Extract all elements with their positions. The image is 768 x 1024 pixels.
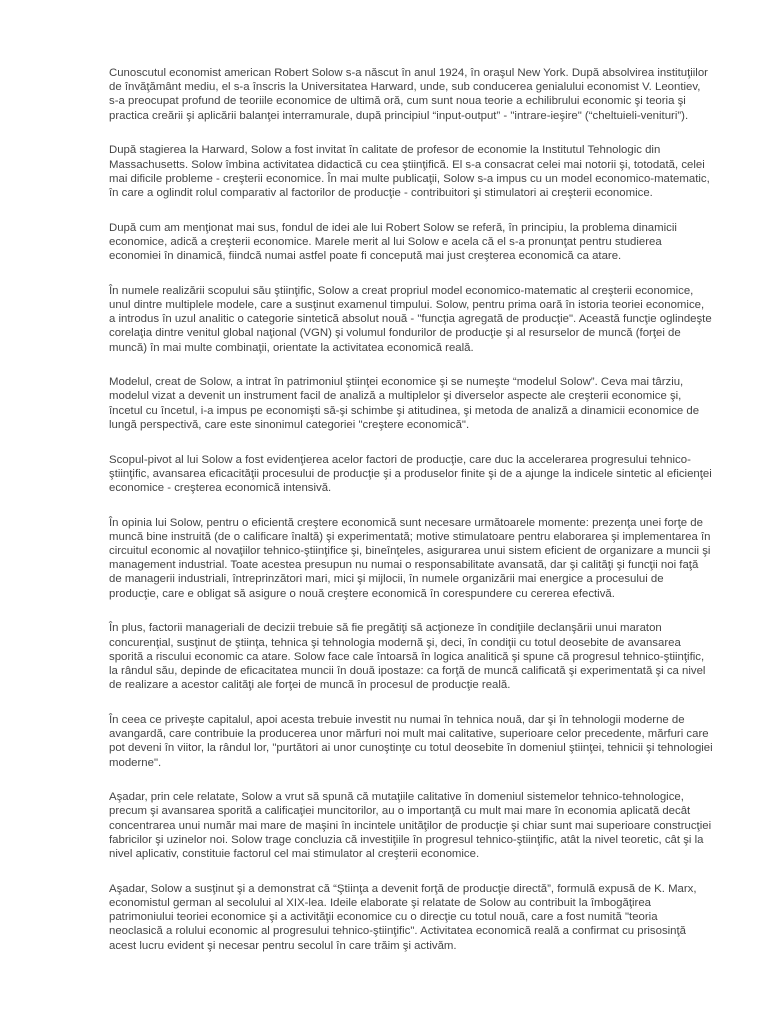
paragraph-1: Cunoscutul economist american Robert Solow s-a născut în anul 1924, în oraşul New York. După absolvirea instituţiilor de învăţământ mediu, el s-a înscris la Universitatea Harward, unde, sub conducerea genialului economist V. Leontiev, s-a preocupat profund de teoriile economice de ultimă oră, cum sunt noua teorie a echilibrului economic şi teoria şi practica creării şi aplicării balanţei interramurale, după principiul “input-output” - "intrare-ieşire" (“cheltuieli-venituri”).: [109, 67, 708, 122]
paragraph-3: După cum am menţionat mai sus, fondul de idei ale lui Robert Solow se referă, în principiu, la problema dinamicii economice, adică a creşterii economice. Marele merit al lui Solow e acela că el s-a pronunţat pentru studierea economiei în dinamică, fiindcă numai astfel poate fi concepută mai just creşterea economică ca atare.: [109, 221, 677, 263]
paragraph-11: Aşadar, Solow a susţinut şi a demonstrat că “Ştiinţa a devenit forţă de producţie directă”, formulă expusă de K. Marx, economistul german al secolului al XIX-lea. Ideile elaborate şi relatate de Solow au contribuit la îmbogăţirea patrimoniului teoriei economice şi a activităţii economice cu o direcţie cu totul nouă, care a fost numită "teoria neoclasică a rolului economic al progresului tehnico-ştiinţific". Activitatea economică reală a confirmat cu prisosinţă acest lucru evident şi necesar pentru secolul în care trăim şi activăm.: [109, 882, 697, 952]
paragraph-5: Modelul, creat de Solow, a intrat în patrimoniul ştiinţei economice şi se numeşte “modelul Solow”. Ceva mai târziu, modelul vizat a devenit un instrument facil de analiză a multiplelor şi diverselor aspecte ale creşterii economice şi, încetul cu încetul, i-a impus pe economişti să-şi schimbe şi atitudinea, şi metoda de analiză a dinamicii economice de lungă perspectivă, care este sinonimul categoriei "creştere economică".: [109, 376, 700, 431]
paragraph-6: Scopul-pivot al lui Solow a fost evidenţierea acelor factori de producţie, care duc la accelerarea progresului tehnico-ştiinţific, avansarea eficacităţii procesului de producţie şi a produselor finite şi de a ajunge la indicele sintetic al eficienţei economice - creşterea economică intensivă.: [109, 453, 712, 494]
paragraph-10: Aşadar, prin cele relatate, Solow a vrut să spună că mutaţiile calitative în domeniul sistemelor tehnico-tehnologice, precum şi avansarea sporită a calificaţiei muncitorilor, au o importanţă cu mult mai mare în economia aplicată decât concentrarea unui număr mai mare de maşini în incintele unităţilor de producţie şi chiar sunt mai superioare construcţiei fabricilor şi uzinelor noi. Solow trage concluzia că investiţiile în progresul tehnico-ştiinţific, atât la nivel teoretic, cât şi la nivel aplicativ, constituie factorul cel mai stimulator al creşterii economice.: [109, 791, 712, 861]
paragraph-2: După stagierea la Harward, Solow a fost invitat în calitate de profesor de economie la Institutul Tehnologic din Massachusetts. Solow îmbina activitatea didactică cu cea ştiinţifică. El s-a consacrat celei mai notorii şi, totodată, celei mai dificile probleme - creşterii economice. În mai multe publicaţii, Solow s-a impus cu un model economico-matematic, în care a oglindit rolul comparativ al factorilor de producţie - contribuitori şi stimulatori ai creşterii economice.: [109, 144, 710, 199]
paragraph-8: În plus, factorii manageriali de decizii trebuie să fie pregătiţi să acţioneze în condiţiile declanşării unui maraton concurenţial, susţinut de ştiinţa, tehnica şi tehnologia modernă şi, deci, în condiţii cu totul deosebite de avansarea sporită a riscului economic ca atare. Solow face cale întoarsă în logica analitică şi spune că progresul tehnico-ştiinţific, la rândul său, depinde de eficacitatea muncii în două ipostaze: ca forţă de muncă calificată şi experimentată şi ca nivel de realizare a acestor calităţi ale forţei de muncă în procesul de producţie reală.: [109, 622, 706, 692]
paragraph-9: În ceea ce priveşte capitalul, apoi acesta trebuie investit nu numai în tehnica nouă, dar şi în tehnologii moderne de avangardă, care contribuie la producerea unor mărfuri noi mult mai calitative, superioare celor precedente, mărfuri care pot deveni în viitor, la rândul lor, "purtători ai unor cunoştinţe cu totul deosebite în domeniul ştiinţei, tehnicii şi tehnologiei moderne".: [109, 713, 713, 769]
paragraph-7: În opinia lui Solow, pentru o eficientă creştere economică sunt necesare următoarele momente: prezenţa unei forţe de muncă bine instruită (de o calificare înaltă) şi experimentată; motive stimulatoare pentru elaborarea şi implementarea în circuitul economic al novaţiilor tehnico-ştiinţifice şi, bineînţeles, asigurarea unui sistem eficient de organizare a muncii şi management industrial. Toate acestea presupun nu numai o responsabilitate avansată, dar şi calităţi şi funcţii noi faţă de managerii industriali, întreprinzători mari, mici şi mijlocii, în numele organizării mai energice a procesului de producţie, care e obligat să asigure o nouă creştere economică în corespundere cu cererea efectivă.: [109, 516, 711, 600]
document-body: [109, 66, 713, 973]
paragraph-4: În numele realizării scopului său ştiinţific, Solow a creat propriul model economico-matematic al creşterii economice, unul dintre multiplele modele, care a susţinut examenul timpului. Solow, pentru prima oară în istoria teoriei economice, a introdus în uzul analitic o categorie sintetică absolut nouă - "funcţia agregată de producţie". Această funcţie oglindeşte corelaţia dintre venitul global naţional (VGN) şi volumul fondurilor de producţie şi al resurselor de muncă (forţei de muncă) în mai multe combinaţii, orientate la activitatea economică reală.: [109, 284, 712, 354]
